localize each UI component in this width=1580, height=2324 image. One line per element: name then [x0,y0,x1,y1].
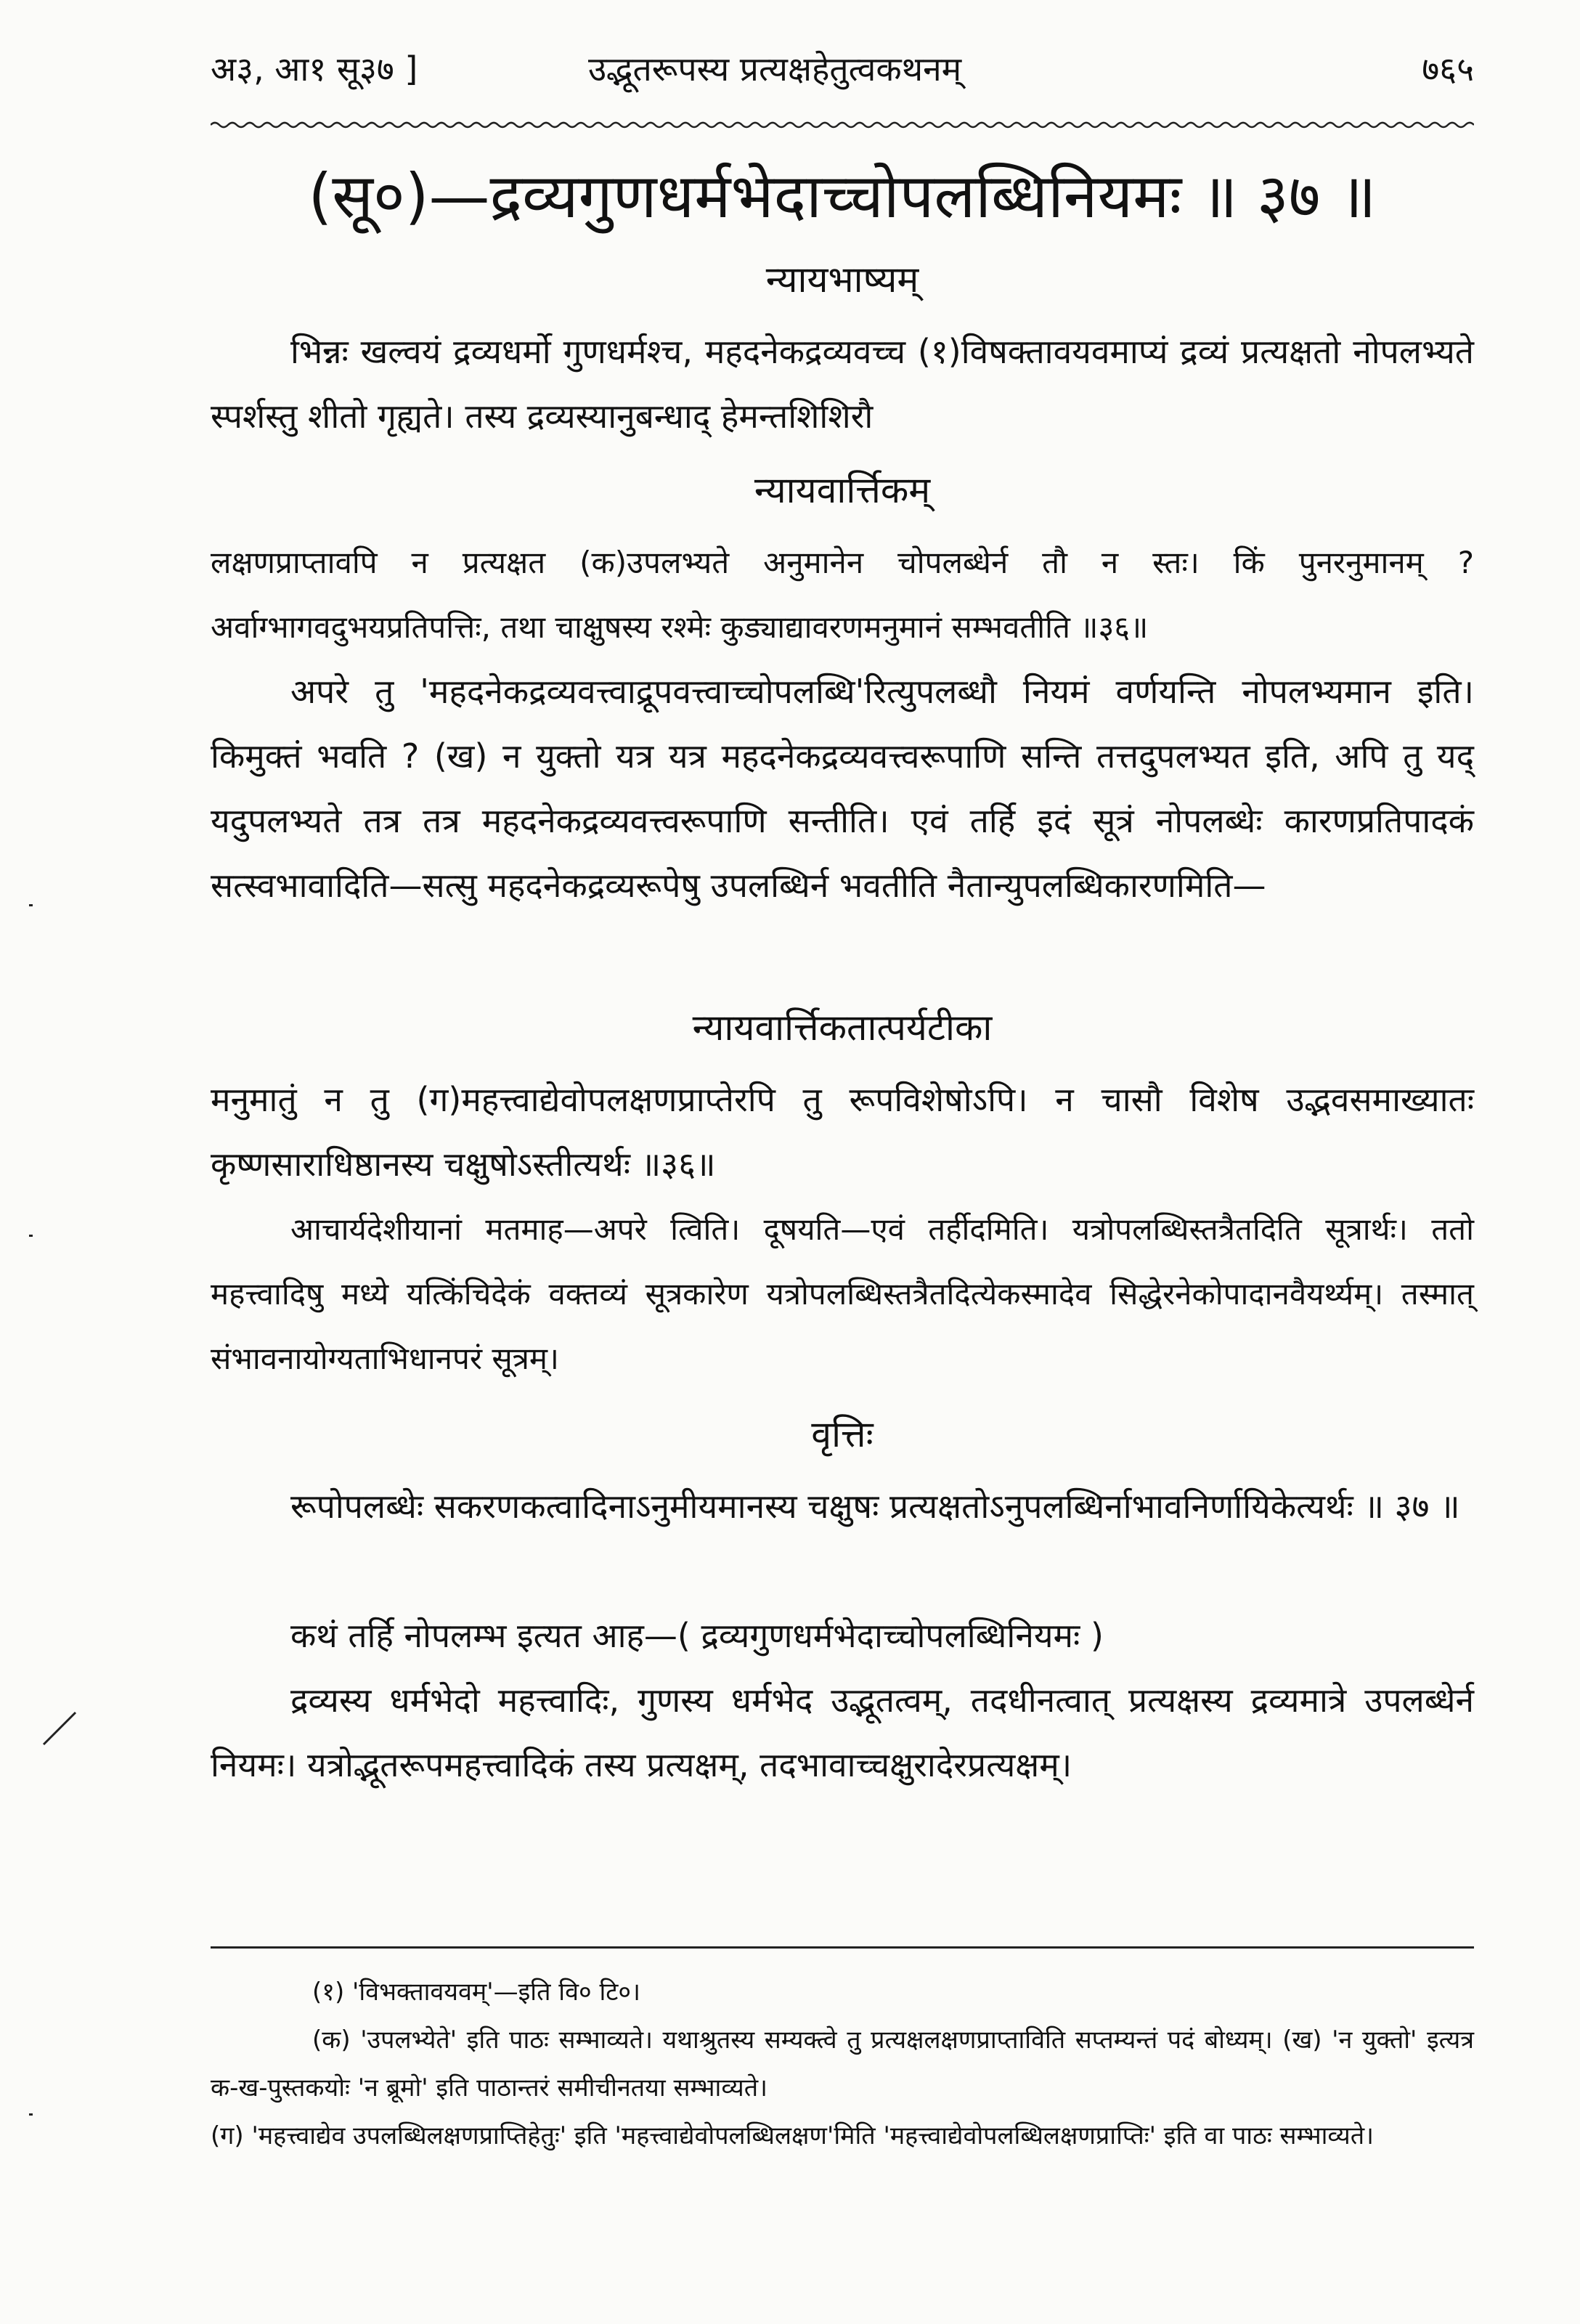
footnotes [211,1968,1474,2160]
section-reference: अ३, आ१ सू३७ ] [211,49,418,89]
margin-dot [29,2113,33,2116]
footnote-1: (१) 'विभक्तावयवम्'—इति वि० टि०। [312,1978,640,2007]
heading-nyaya-bhashya: न्यायभाष्यम् [765,259,919,301]
heading-nyaya-varttika: न्यायवार्त्तिकम् [754,469,931,511]
margin-dot [29,1235,33,1237]
heading-tatparya-tika: न्यायवार्त्तिकतात्पर्यटीका [692,1007,993,1049]
tika-paragraph-2: आचार्यदेशीयानां मतमाह—अपरे त्विति। दूषयति—एवं तर्हीदमिति। यत्रोपलब्धिस्तत्रैतदिति सूत्रार्थः। ततो महत्त्वादिषु मध्ये यत्किंचिदेकं वक्तव्यं सूत्रकारेण यत्रोपलब्धिस्तत्रैतदित्येकस्मादेव सिद्धेरनेकोपादानवैयर्थ्यम्। तस्मात् संभावनायोग्यताभिधानपरं सूत्रम्। [211,1211,1474,1376]
sutra-title: (सू०)—द्रव्यगुणधर्मभेदाच्चोपलब्धिनियमः ॥ ३७ ॥ [308,161,1377,232]
heading-vritti: वृत्तिः [811,1413,874,1455]
header-wavy-rule [211,116,1474,134]
vritti-paragraph-3: द्रव्यस्य धर्मभेदो महत्त्वादिः, गुणस्य धर्मभेद उद्भूतत्वम्, तदधीनत्वात् प्रत्यक्षस्य द्रव्यमात्रे उपलब्धेर्न नियमः। यत्रोद्भूतरूपमहत्त्वादिकं तस्य प्रत्यक्षम्, तदभावाच्चक्षुरादेरप्रत्यक्षम्। [211,1681,1474,1784]
footnote-separator [211,1946,1474,1949]
page-number: ७६५ [1422,49,1474,89]
vritti-paragraph-1: रूपोपलब्धेः सकरणकत्वादिनाऽनुमीयमानस्य चक्षुषः प्रत्यक्षतोऽनुपलब्धिर्नाभावनिर्णायिकेत्यर्थः ॥ ३७ ॥ [290,1487,1460,1526]
margin-dot [29,904,33,906]
footnote-k-kh: (क) 'उपलभ्येते' इति पाठः सम्भाव्यते। यथाश्रुतस्य सम्यक्त्वे तु प्रत्यक्षलक्षणप्राप्ताविति सप्तम्यन्तं पदं बोध्यम्। (ख) 'न युक्तो' इत्यत्र क-ख-पुस्तकयोः 'न ब्रूमो' इति पाठान्तरं समीचीनतया सम्भाव्यते। [211,2026,1474,2102]
margin-slash-mark [38,1707,81,1750]
varttika-paragraph-1: लक्षणप्राप्तावपि न प्रत्यक्षत (क)उपलभ्यते अनुमानेन चोपलब्धेर्न तौ न स्तः। किं पुनरनुमानम् ? अर्वाग्भागवदुभयप्रतिपत्तिः, तथा चाक्षुषस्य रश्मेः कुड्याद्यावरणमनुमानं सम्भवतीति ॥३६॥ [211,545,1474,645]
tika-paragraph-1: मनुमातुं न तु (ग)महत्त्वाद्येवोपलक्षणप्राप्तेरपि तु रूपविशेषोऽपि। न चासौ विशेष उद्भवसमाख्यातः कृष्णसाराधिष्ठानस्य चक्षुषोऽस्तीत्यर्थः ॥३६॥ [211,1080,1474,1184]
vritti-paragraph-2: कथं तर्हि नोपलम्भ इत्यत आह—( द्रव्यगुणधर्मभेदाच्चोपलब्धिनियमः ) [290,1616,1104,1655]
running-title: उद्भूतरूपस्य प्रत्यक्षहेतुत्वकथनम् [588,49,962,89]
footnote-g: (ग) 'महत्त्वाद्येव उपलब्धिलक्षणप्राप्तिहेतुः' इति 'महत्त्वाद्येवोपलब्धिलक्षण'मिति 'महत्त्वाद्येवोपलब्धिलक्षणप्राप्तिः' इति वा पाठः सम्भाव्यते। [211,2121,1375,2150]
varttika-paragraph-2: अपरे तु 'महदनेकद्रव्यवत्त्वाद्रूपवत्त्वाच्चोपलब्धि'रित्युपलब्धौ नियमं वर्णयन्ति नोपलभ्यमान इति। किमुक्तं भवति ? (ख) न युक्तो यत्र यत्र महदनेकद्रव्यवत्त्वरूपाणि सन्ति तत्तदुपलभ्यत इति, अपि तु यद् यदुपलभ्यते तत्र तत्र महदनेकद्रव्यवत्त्वरूपाणि सन्तीति। एवं तर्हि इदं सूत्रं नोपलब्धेः कारणप्रतिपादकं सत्स्वभावादिति—सत्सु महदनेकद्रव्यरूपेषु उपलब्धिर्न भवतीति नैतान्युपलब्धिकारणमिति— [211,672,1474,905]
bhashya-paragraph: भिन्नः खल्वयं द्रव्यधर्मो गुणधर्मश्च, महदनेकद्रव्यवच्च (१)विषक्तावयवमाप्यं द्रव्यं प्रत्यक्षतो नोपलभ्यते स्पर्शस्तु शीतो गृह्यते। तस्य द्रव्यस्यानुबन्धाद् हेमन्तशिशिरौ [211,332,1474,436]
page-header [211,36,1474,102]
